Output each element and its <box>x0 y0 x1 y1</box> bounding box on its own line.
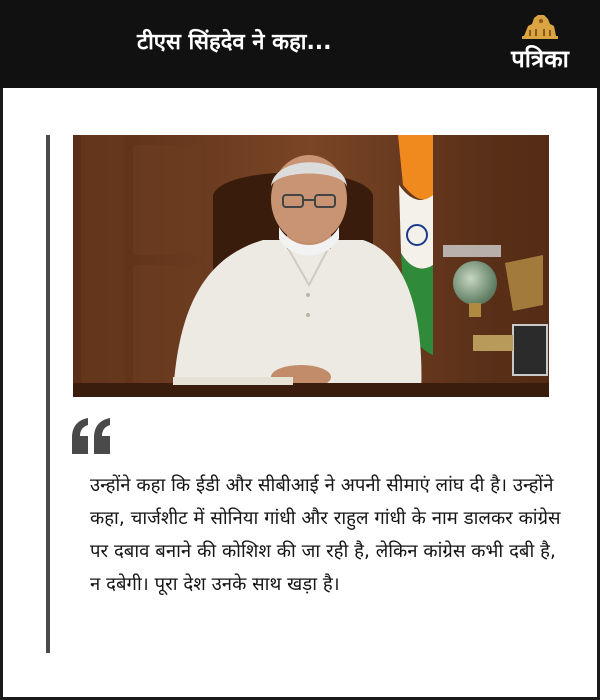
portrait-photo <box>73 135 549 397</box>
patrika-logo <box>498 12 582 80</box>
header-bar <box>0 0 600 88</box>
left-accent-rule <box>46 135 50 653</box>
portrait-illustration <box>73 135 549 397</box>
lion-emblem-icon <box>520 12 560 40</box>
quote-mark-icon <box>70 416 114 456</box>
header-title: टीएस सिंहदेव ने कहा... <box>137 30 332 55</box>
quote-text: उन्होंने कहा कि ईडी और सीबीआई ने अपनी सीमाएं लांघ दी है। उन्होंने कहा, चार्जशीट में सोनिया गांधी और राहुल गांधी के नाम डालकर कांग्रेस पर दबाव बनाने की कोशिश की जा रही है, लेकिन कांग्रेस कभी दबी है, न दबेगी। पूरा देश उनके साथ खड़ा है। <box>90 475 561 595</box>
logo-text: पत्रिका <box>511 45 569 73</box>
